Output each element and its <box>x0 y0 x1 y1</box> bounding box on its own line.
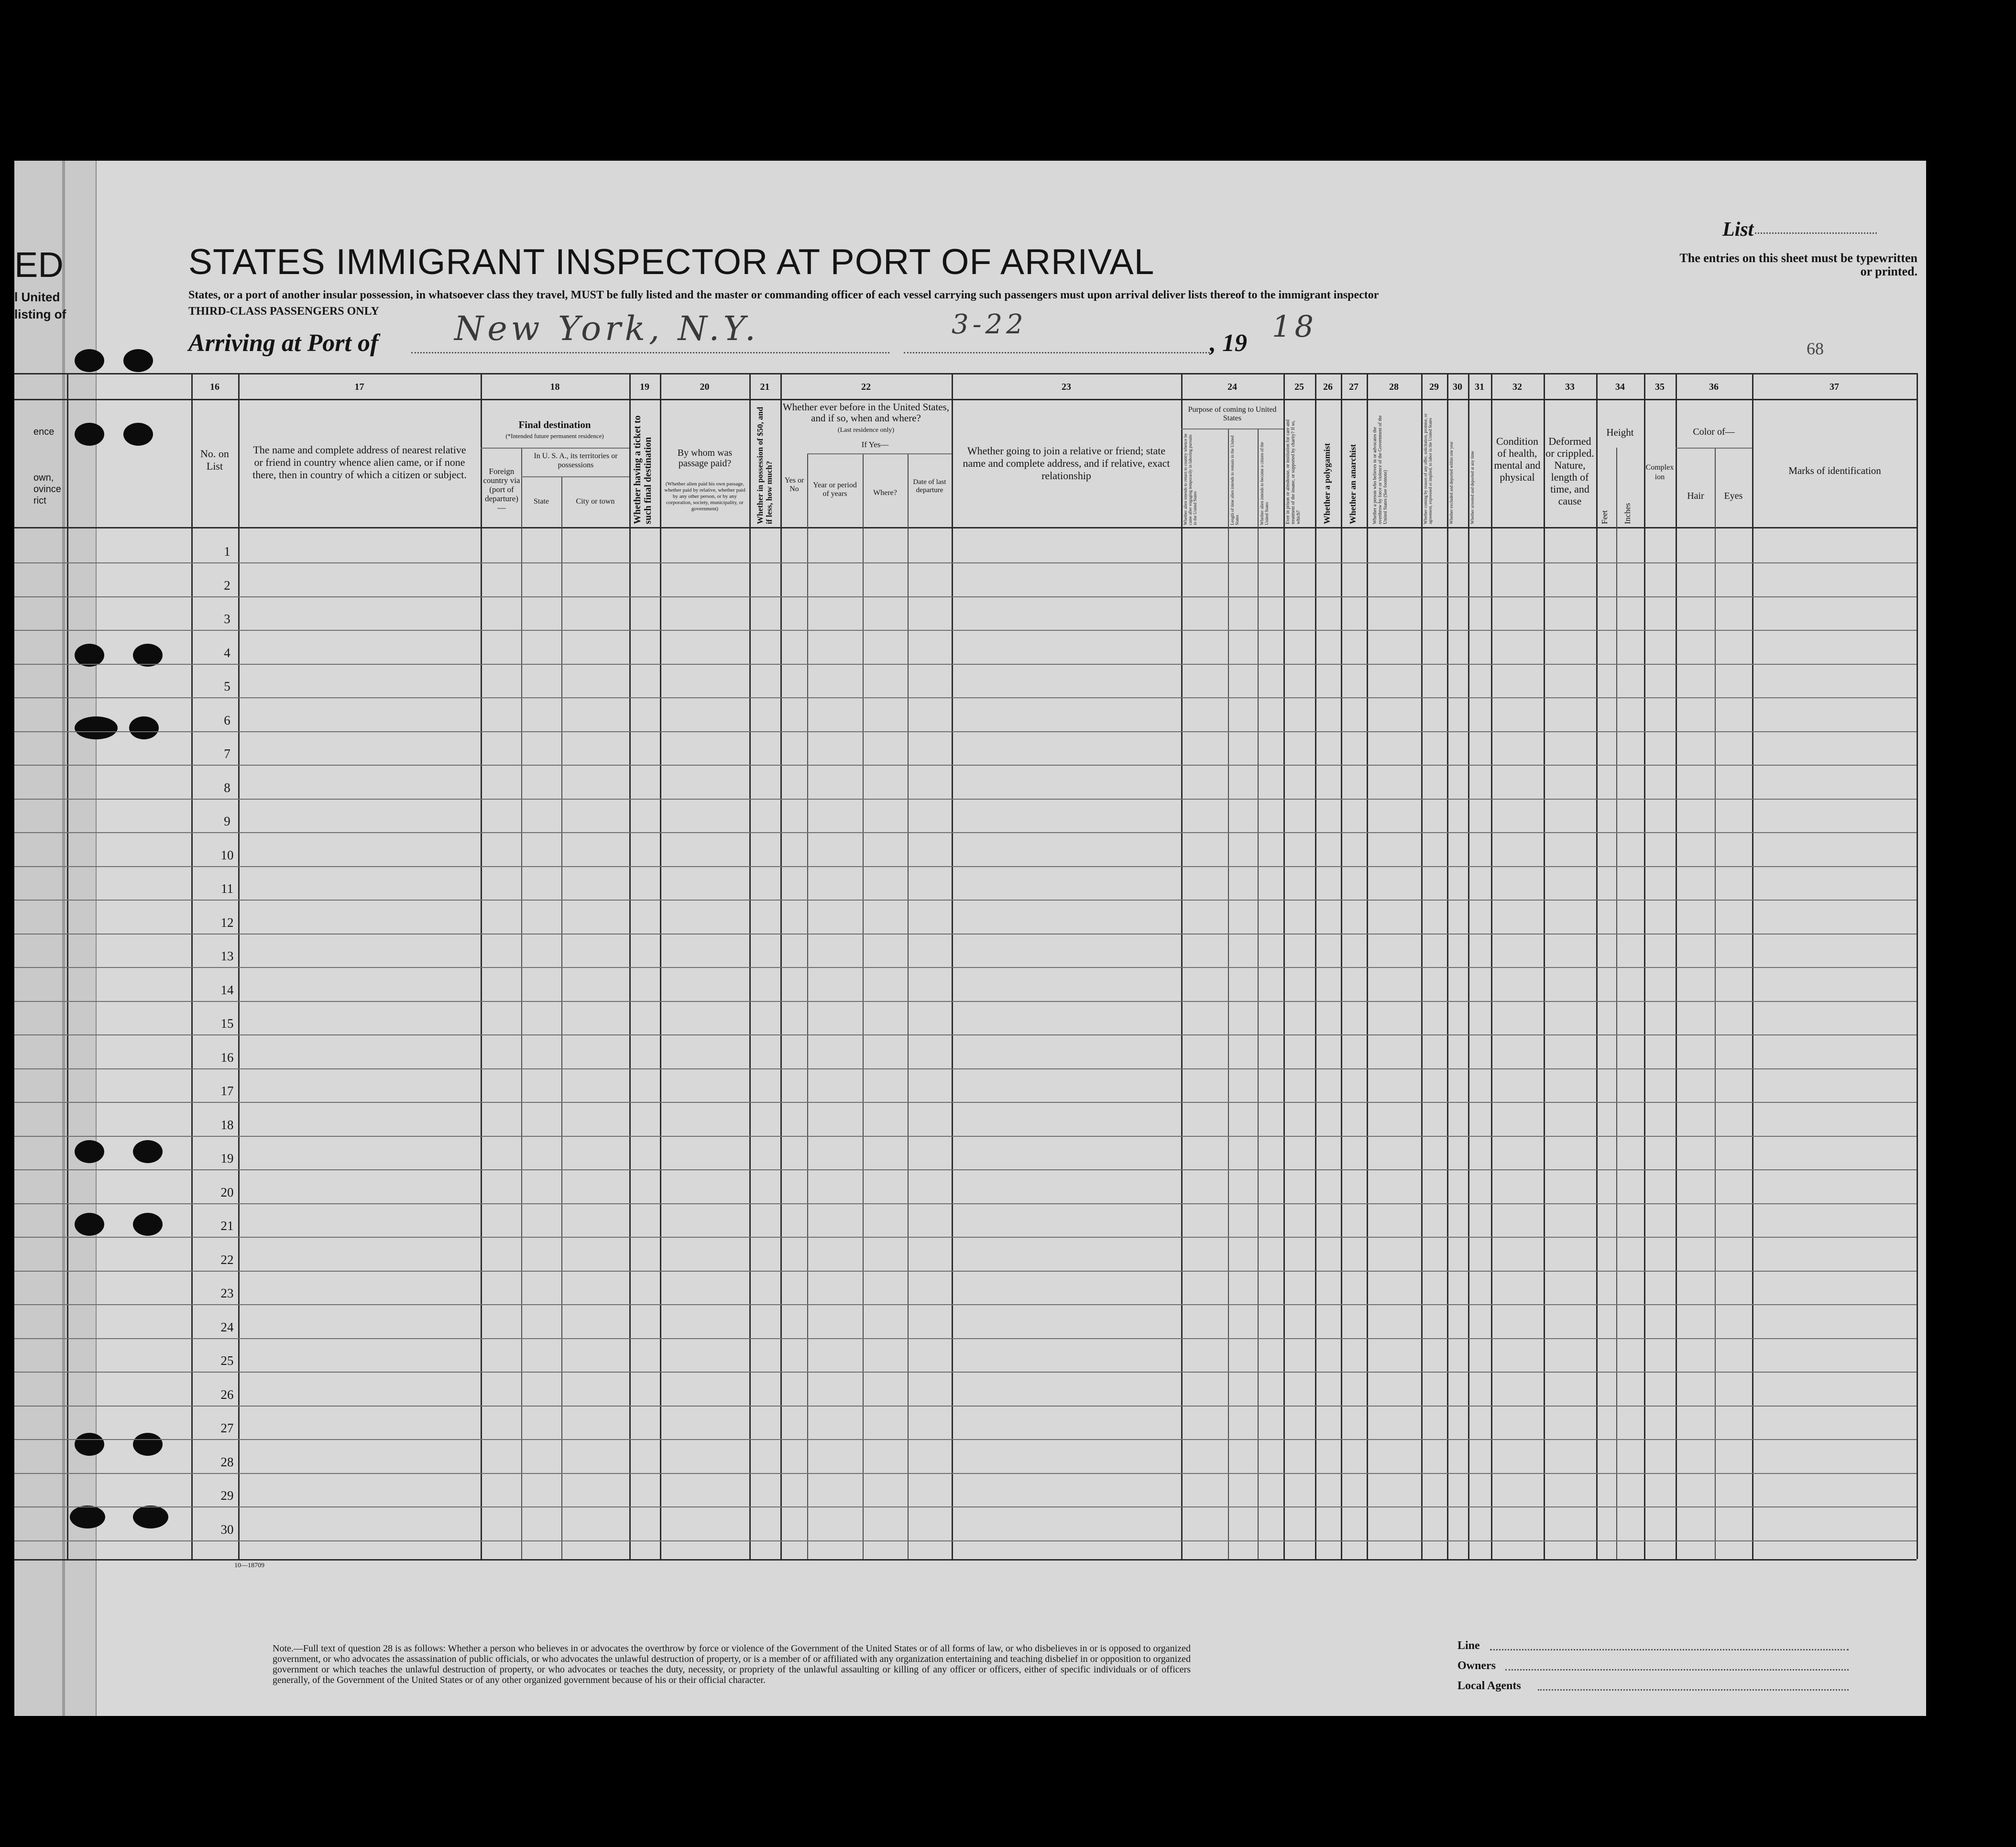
table-row <box>14 1203 1917 1204</box>
left-fragment-1: l United <box>14 290 60 304</box>
col17-header: The name and complete address of nearest relative or friend in country whence alien came, or if none there, then in country of which a citizen or subject. <box>252 444 467 481</box>
row-number: 14 <box>220 982 234 997</box>
col-number: 20 <box>700 382 710 392</box>
table-row <box>14 630 1917 631</box>
col-number: 34 <box>1615 382 1625 392</box>
row-number: 2 <box>224 578 230 593</box>
col33-header: Deformed or crippled. Nature, length of time, and cause <box>1545 435 1594 507</box>
question-28-note: Note.—Full text of question 28 is as follows: Whether a person who believes in or advocates the overthrow by force or violence of the Government of the United States or of all forms of law, or who disbelieves in or is opposed to organized government, or who advocates the assassination of public officials, or who advocates the unlawful destruction of property, or is a member of or affiliated with any organization entertaining and teaching disbelief in or opposition to organized government or which teaches the unlawful destruction of property, or who advocates or teaches the duty, necessity, or propriety of the unlawful assaulting or killing of any officer or officers, either of specific individuals or of officers generally, of the Government of the United States or of any other organized government because of his or their official character. <box>273 1643 1191 1685</box>
row-number: 12 <box>220 915 234 930</box>
row-number: 10 <box>220 847 234 862</box>
arriving-label: Arriving at Port of <box>188 330 379 357</box>
table-row <box>14 1406 1917 1407</box>
table-row <box>14 1102 1917 1103</box>
col37-header: Marks of identification <box>1788 465 1881 476</box>
col-number: 37 <box>1830 382 1839 392</box>
table-row <box>14 1169 1917 1170</box>
local-agents-label: Local Agents <box>1457 1680 1521 1692</box>
col18-state: State <box>534 497 549 506</box>
row-number: 9 <box>224 814 230 828</box>
table-row <box>14 1237 1917 1238</box>
col24-length: Length of time alien intends to remain in the United States <box>1230 435 1239 525</box>
table-row <box>14 731 1917 732</box>
row-number: 6 <box>224 713 230 727</box>
col24-title: Purpose of coming to United States <box>1188 406 1277 422</box>
col22-where: Where? <box>873 489 897 497</box>
col-number: 22 <box>861 382 871 392</box>
owners-label: Owners <box>1457 1660 1496 1672</box>
date-handwritten: 3-22 <box>952 309 1027 340</box>
row-number: 4 <box>224 645 230 660</box>
table-row <box>14 1473 1917 1474</box>
col31-header: Whether arrested and deported at any time <box>1470 451 1475 524</box>
row-number: 15 <box>220 1016 234 1031</box>
class-line: THIRD-CLASS PASSENGERS ONLY <box>188 305 379 318</box>
col22-date: Date of last departure <box>913 478 946 494</box>
col-number: 36 <box>1709 382 1719 392</box>
row-number: 23 <box>220 1286 234 1300</box>
col18-note: (*Intended future permanent residence) <box>505 432 604 440</box>
row-number: 18 <box>220 1117 234 1132</box>
col-number: 24 <box>1227 382 1237 392</box>
col23-header: Whether going to join a relative or friend; state name and complete address, and if relative, exact relationship <box>963 445 1170 482</box>
col18-title: Final destination <box>518 419 591 430</box>
table-row <box>14 664 1917 665</box>
col36-hair: Hair <box>1687 491 1704 501</box>
col-number: 35 <box>1655 382 1665 392</box>
row-number: 21 <box>220 1219 234 1233</box>
table-row <box>14 1372 1917 1373</box>
col22-year: Year or period of years <box>813 481 857 498</box>
col35-header: Complexion <box>1645 463 1674 481</box>
year-printed: , 19 <box>1210 330 1247 357</box>
table-row <box>14 562 1917 563</box>
table-row <box>14 967 1917 968</box>
table-row <box>14 1540 1917 1541</box>
table-row <box>14 1136 1917 1137</box>
left-fragment-2: listing of <box>14 307 66 321</box>
row-number: 22 <box>220 1252 234 1267</box>
row-number: 30 <box>220 1522 234 1537</box>
table-row <box>14 1034 1917 1035</box>
col-number: 32 <box>1512 382 1522 392</box>
col29-header: Whether coming by reason of any offer, solicitation, promise, or agreement, expressed or implied, to labor in the United States <box>1423 413 1433 524</box>
col34-feet: Feet <box>1600 510 1609 524</box>
col36-title: Color of— <box>1693 427 1735 437</box>
col20-note: (Whether alien paid his own passage, whether paid by relative, whether paid by any other person, or by any corporation, society, municipality, or government) <box>664 481 745 512</box>
row-number: 8 <box>224 780 230 795</box>
line-label: Line <box>1457 1639 1480 1652</box>
row-number: 11 <box>221 881 233 896</box>
col18-foreign: Foreign country via (port of departure)— <box>483 467 520 512</box>
port-handwritten: New York, N.Y. <box>454 309 759 348</box>
table-row <box>14 1506 1917 1507</box>
table-row <box>14 1271 1917 1272</box>
table-row <box>14 900 1917 901</box>
table-row <box>14 1001 1917 1002</box>
row-number: 25 <box>220 1353 234 1368</box>
col-number: 25 <box>1294 382 1304 392</box>
page-number: 68 <box>1807 339 1824 358</box>
table-row <box>14 596 1917 597</box>
list-label: List <box>1722 219 1754 241</box>
col-number: 31 <box>1475 382 1484 392</box>
col22-note: (Last residence only) <box>837 427 895 434</box>
col-number: 28 <box>1389 382 1399 392</box>
stub-col-fragment: ovince <box>33 484 61 495</box>
page-title: STATES IMMIGRANT INSPECTOR AT PORT OF ARRIVAL <box>188 242 1155 282</box>
row-number: 28 <box>220 1454 234 1469</box>
row-number: 24 <box>220 1319 234 1334</box>
col-number: 33 <box>1565 382 1575 392</box>
col22-title: Whether ever before in the United States, and if so, when and where? <box>782 401 950 424</box>
col-number: 19 <box>640 382 649 392</box>
col22-yesno: Yes or No <box>784 476 804 493</box>
row-number: 17 <box>220 1084 234 1098</box>
title-fragment: ED <box>14 245 64 285</box>
table-row <box>14 765 1917 766</box>
col18-city: City or town <box>576 497 615 506</box>
col-number: 27 <box>1349 382 1359 392</box>
col-number: 17 <box>354 382 364 392</box>
stub-col-fragment: rict <box>33 495 46 506</box>
row-number: 13 <box>220 949 234 963</box>
table-row <box>14 1304 1917 1305</box>
row-number: 27 <box>220 1421 234 1435</box>
col34-inches: Inches <box>1623 503 1632 524</box>
col32-header: Condition of health, mental and physical <box>1494 435 1541 483</box>
line-rule <box>1490 1649 1849 1650</box>
col20-title: By whom was passage paid? <box>677 448 733 469</box>
col-number: 21 <box>760 382 770 392</box>
row-number: 19 <box>220 1151 234 1165</box>
row-number: 3 <box>224 612 230 626</box>
row-number: 16 <box>220 1050 234 1065</box>
col21-header: Whether in possession of $50, and if less, how much? <box>756 407 774 524</box>
subtitle: States, or a port of another insular possession, in whatsoever class they travel, MUST be fully listed and the master or commanding officer of each vessel carrying such passengers must upon arrival deliver lists thereof to the immigrant inspector <box>188 289 1379 301</box>
col26-header: Whether a polygamist <box>1322 443 1332 524</box>
col25-header: Ever in prison or almshouse, or institution for care and treatment of the insane, or supported by charity? If so, which? <box>1285 419 1301 524</box>
col-number: 26 <box>1323 382 1333 392</box>
row-number: 29 <box>220 1488 234 1503</box>
col-number: 29 <box>1429 382 1439 392</box>
col16-header: No. on List <box>200 448 229 472</box>
row-number: 1 <box>224 544 230 559</box>
local-agents-rule <box>1538 1689 1849 1691</box>
col30-header: Whether excluded and deported within one year <box>1449 441 1454 524</box>
col-number: 23 <box>1062 382 1071 392</box>
table-row <box>14 697 1917 698</box>
col-number: 18 <box>550 382 560 392</box>
year-handwritten: 18 <box>1272 309 1317 344</box>
entries-note: The entries on this sheet must be typewritten or printed. <box>1679 251 1917 278</box>
col34-title: Height <box>1606 427 1634 438</box>
row-number: 5 <box>224 679 230 693</box>
col-number: 30 <box>1453 382 1462 392</box>
table-row <box>14 1439 1917 1440</box>
table-row <box>14 1338 1917 1339</box>
col27-header: Whether an anarchist <box>1348 444 1358 524</box>
row-number: 20 <box>220 1185 234 1199</box>
col24-citizen: Whether alien intends to become a citizen of the United States <box>1260 442 1269 525</box>
col24-return: Whether alien intends to return to country whence he came after engaging temporarily in laboring pursuits in the United States <box>1183 433 1197 525</box>
table-row <box>14 832 1917 833</box>
table-row <box>14 1068 1917 1069</box>
form-sheet <box>14 161 1926 1716</box>
row-number: 26 <box>220 1387 234 1402</box>
row-rules <box>14 161 1926 1716</box>
col19-header: Whether having a ticket to such final destination <box>632 415 653 524</box>
table-row <box>14 799 1917 800</box>
col-number: 16 <box>210 382 219 392</box>
form-code: 10—18709 <box>234 1562 264 1569</box>
row-number: 7 <box>224 747 230 761</box>
col36-eyes: Eyes <box>1724 491 1743 501</box>
stub-col-fragment: own, <box>33 473 54 483</box>
col22-ifyes: If Yes— <box>861 440 889 449</box>
col28-header: Whether a person who believes in or advocates the overthrow by force or violence of the Government of the United States (See footnote) <box>1372 415 1388 524</box>
stub-col-fragment: ence <box>33 427 55 437</box>
owners-rule <box>1505 1669 1849 1671</box>
table-row <box>14 866 1917 867</box>
col18-usa: In U. S. A., its territories or possessions <box>534 452 618 469</box>
